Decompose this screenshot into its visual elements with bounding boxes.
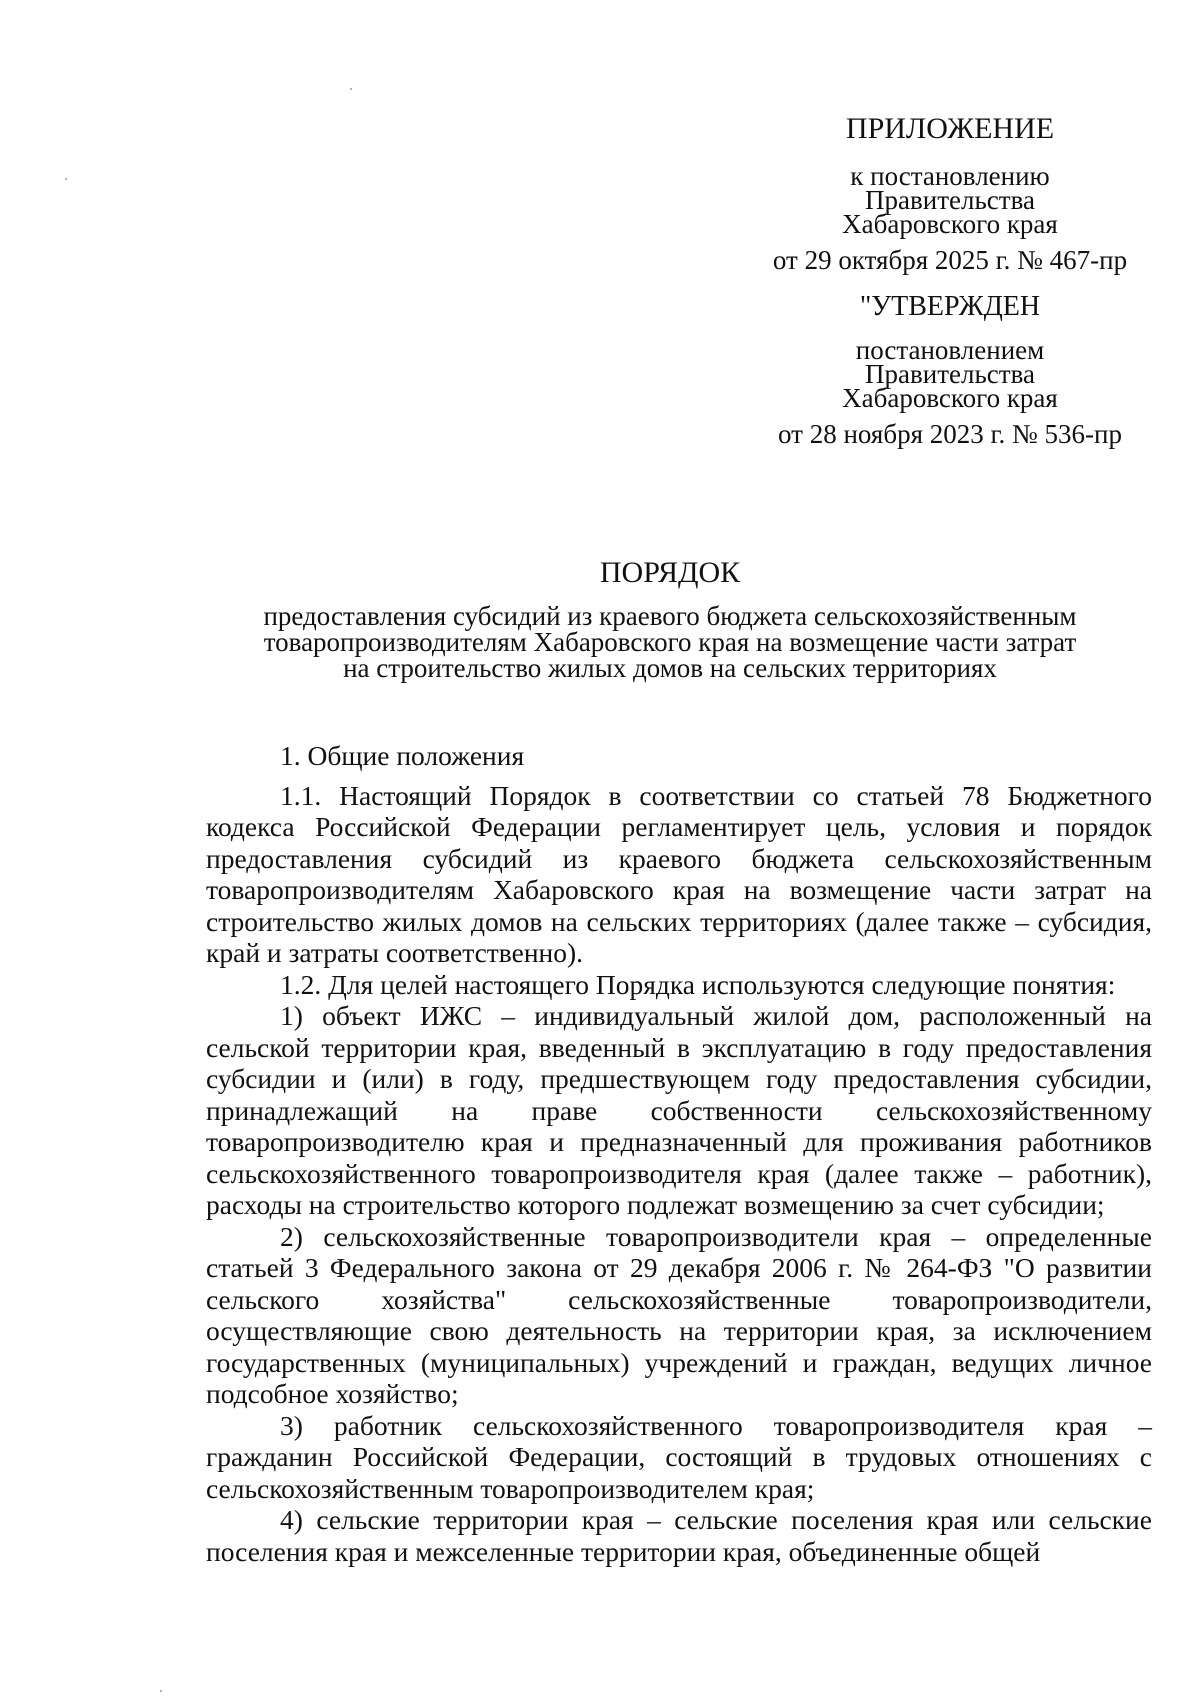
appendix-line: к постановлению — [850, 161, 1050, 191]
paragraph: 1) объект ИЖС – индивидуальный жилой дом, расположенный на сельской территории края, введенный в эксплуатацию в году предоставления субсидии и (или) в году, предшествующем году предоставления субсидии, принадлежащий на праве собственности сельскохозяйственному товаропроизводителю края и предназначенный для проживания работников сельскохозяйственного товаропроизводителя края (далее также – работник), расходы на строительство которого подлежат возмещению за счет субсидии; — [206, 1000, 1152, 1220]
appendix-line: Правительства — [865, 185, 1035, 215]
title-subtitle — [190, 603, 1150, 681]
appendix-stamp — [760, 112, 1140, 449]
title-subtitle-line: товаропроизводителям Хабаровского края на возмещение части затрат — [263, 627, 1077, 657]
approved-line: постановлением — [855, 335, 1045, 365]
scan-speck — [65, 178, 67, 180]
approved-date: от 28 ноября 2023 г. № 536-пр — [778, 419, 1122, 449]
title-subtitle-line: на строительство жилых домов на сельских территориях — [343, 653, 997, 683]
appendix-heading: ПРИЛОЖЕНИЕ — [845, 112, 1055, 145]
approved-line: Хабаровского края — [842, 383, 1058, 413]
paragraph: 1.1. Настоящий Порядок в соответствии со статьей 78 Бюджетного кодекса Российской Федерации регламентирует цель, условия и порядок предоставления субсидий из краевого бюджета сельскохозяйственным товаропроизводителям Хабаровского края на возмещение части затрат на строительство жилых домов на сельских территориях (далее также – субсидия, край и затраты соответственно). — [206, 779, 1152, 968]
paragraph: 1.2. Для целей настоящего Порядка используются следующие понятия: — [280, 968, 1116, 1000]
title-subtitle-line: предоставления субсидий из краевого бюджета сельскохозяйственным — [263, 601, 1077, 631]
scan-speck — [350, 88, 352, 90]
paragraph: 4) сельские территории края – сельские поселения края или сельские поселения края и межселенные территории края, объединенные общей — [206, 1504, 1152, 1567]
scan-speck — [160, 1690, 162, 1692]
appendix-line: Хабаровского края — [842, 209, 1058, 239]
paragraph: 3) работник сельскохозяйственного товаропроизводителя края – гражданин Российской Федерации, состоящий в трудовых отношениях с сельскохозяйственным товаропроизводителем края; — [206, 1409, 1152, 1504]
document-body — [206, 740, 1152, 1567]
paragraph: 2) сельскохозяйственные товаропроизводители края – определенные статьей 3 Федерального закона от 29 декабря 2006 г. № 264-ФЗ "О развитии сельского хозяйства" сельскохозяйственные товаропроизводители, осуществляющие свою деятельность на территории края, за исключением государственных (муниципальных) учреждений и граждан, ведущих личное подсобное хозяйство; — [206, 1220, 1152, 1409]
document-title — [190, 555, 1150, 681]
section-heading: 1. Общие положения — [280, 740, 525, 771]
appendix-date: от 29 октября 2025 г. № 467-пр — [772, 245, 1128, 275]
approved-line: Правительства — [865, 359, 1035, 389]
title-main: ПОРЯДОК — [599, 556, 741, 589]
approved-heading: "УТВЕРЖДЕН — [859, 291, 1041, 322]
